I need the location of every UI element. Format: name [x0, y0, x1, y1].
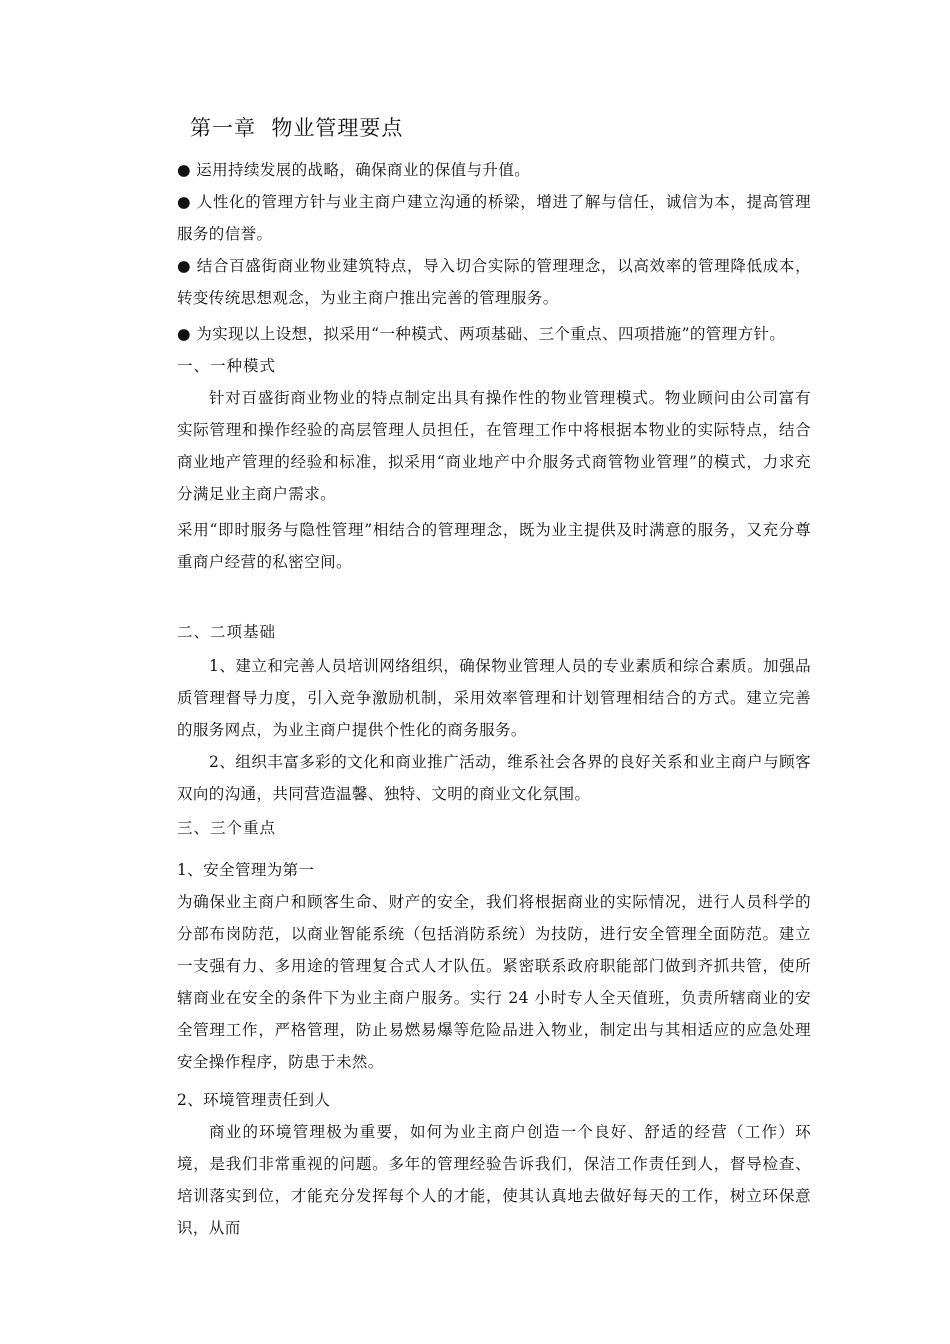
section-3-sub-1: 1、安全管理为第一: [177, 861, 315, 879]
chapter-title: 第一章 物业管理要点: [190, 116, 404, 140]
bullet-3: ● 结合百盛街商业物业建筑特点，导入切合实际的管理理念，以高效率的管理降低成本，转变传统思想观念，为业主商户推出完善的管理服务。: [177, 257, 811, 307]
section-3-sub-2: 2、环境管理责任到人: [177, 1091, 331, 1109]
section-2-paragraph-2: 2、组织丰富多彩的文化和商业推广活动，维系社会各界的良好关系和业主商户与顾客双向的沟通，共同营造温馨、独特、文明的商业文化氛围。: [177, 753, 811, 803]
section-1-paragraph-1: 针对百盛街商业物业的特点制定出具有操作性的物业管理模式。物业顾问由公司富有实际管理和操作经验的高层管理人员担任，在管理工作中将根据本物业的实际特点，结合商业地产管理的经验和标准，拟采用“商业地产中介服务式商管物业管理”的模式，力求充分满足业主商户需求。: [177, 389, 811, 503]
bullet-1: ● 运用持续发展的战略，确保商业的保值与升值。: [177, 161, 531, 179]
section-3-paragraph-1: 为确保业主商户和顾客生命、财产的安全，我们将根据商业的实际情况，进行人员科学的分部布岗防范，以商业智能系统（包括消防系统）为技防，进行安全管理全面防范。建立一支强有力、多用途的管理复合式人才队伍。紧密联系政府职能部门做到齐抓共管，使所辖商业在安全的条件下为业主商户服务。实行 24 小时专人全天值班，负责所辖商业的安全管理工作，严格管理，防止易燃易爆等危险品进入物业，制定出与其相适应的应急处理安全操作程序，防患于未然。: [177, 893, 811, 1071]
bullet-2: ● 人性化的管理方针与业主商户建立沟通的桥梁，增进了解与信任，诚信为本，提高管理服务的信誉。: [177, 193, 811, 243]
section-1-paragraph-2: 采用“即时服务与隐性管理”相结合的管理理念，既为业主提供及时满意的服务，又充分尊重商户经营的私密空间。: [177, 521, 811, 571]
bullet-4: ● 为实现以上设想，拟采用“一种模式、两项基础、三个重点、四项措施”的管理方针。: [177, 325, 786, 343]
section-2-paragraph-1: 1、建立和完善人员培训网络组织，确保物业管理人员的专业素质和综合素质。加强品质管理督导力度，引入竞争激励机制，采用效率管理和计划管理相结合的方式。建立完善的服务网点，为业主商户提供个性化的商务服务。: [177, 657, 811, 739]
section-1-heading: 一、一种模式: [177, 357, 277, 375]
section-3-paragraph-2: 商业的环境管理极为重要，如何为业主商户创造一个良好、舒适的经营（工作）环境，是我们非常重视的问题。多年的管理经验告诉我们，保洁工作责任到人，督导检查、培训落实到位，才能充分发挥每个人的才能，使其认真地去做好每天的工作，树立环保意识，从而: [177, 1123, 811, 1237]
section-2-heading: 二、二项基础: [177, 623, 277, 641]
section-3-heading: 三、三个重点: [177, 819, 277, 837]
